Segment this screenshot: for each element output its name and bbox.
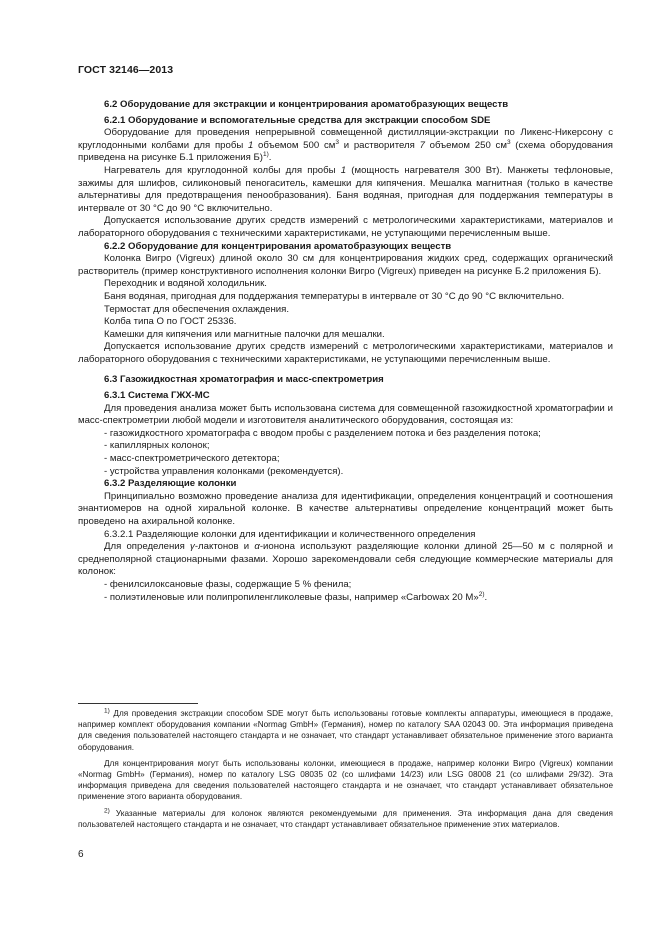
paragraph-p2: 6.2.1 Оборудование и вспомогательные средства для экстракции способом SDE — [104, 114, 491, 126]
paragraph-p7: Колонка Вигро (Vigreux) длиной около 30 см для концентрирования жидких сред, содержащих органический растворитель (пример конструктивного исполнения колонки Вигро (Vigreux) приведен на рисунке Б.2 приложения Б). — [78, 253, 613, 277]
paragraph-p14: 6.3 Газожидкостная хроматография и масс-спектрометрия — [104, 374, 384, 386]
paragraph-p4: Нагреватель для круглодонной колбы для пробы 1 (мощность нагревателя 300 Вт). Манжеты тефлоновые, зажимы для шлифов, силиконовый пеногаситель, камешки для кипячения. Мешалка магнитная (только в качестве альтернативы для предотвращения пенообразования). Баня водяная, пригодная для поддержания температуры в интервале от 30 °С до 90 °С включительно. — [78, 164, 613, 214]
paragraph-p22: Принципиально возможно проведение анализа для идентификации, определения концентраций и соотношения энантиомеров на одной хиральной колонке. В качестве альтернативы определение концентраций может быть проведено на ахиральной колонке. — [78, 490, 613, 527]
paragraph-p3: Оборудование для проведения непрерывной совмещенной дистилляции-экстракции по Ликенс-Никерсону с круглодонными колбами для пробы 1 объемом 500 $см^3$ и растворителя 7 объемом 250 $см^3$ (схема оборудования приведена на рисунке Б.1 приложения Б)$^{1)}$. — [78, 127, 613, 164]
page-number: 6 — [78, 849, 84, 860]
footnote-f1: $^{1)}$ Для проведения экстракции способом SDE могут быть использованы готовые комплекты аппаратуры, имеющиеся в продаже, например комплект оборудования компании «Normag GmbH» (Германия), номер по каталогу SAA 02043 00. Эта информация приведена для сведения пользователей настоящего стандарта и не означает, что стандарт устанавливает обязательное применение этого варианта оборудования. — [78, 707, 613, 752]
document-header: ГОСТ 32146—2013 — [78, 64, 174, 76]
paragraph-p17: - газожидкостного хроматографа с вводом пробы с разделением потока и без разделения потока; — [104, 427, 541, 439]
paragraph-p20: - устройства управления колонками (рекомендуется). — [104, 465, 344, 477]
paragraph-p21: 6.3.2 Разделяющие колонки — [104, 478, 237, 490]
paragraph-p25: - фенилсилоксановые фазы, содержащие 5 % фенила; — [104, 578, 352, 590]
footnote-f3: $^{2)}$ Указанные материалы для колонок являются рекомендуемыми для применения. Эта информация дана для сведения пользователей настоящего стандарта и не означает, что стандарт устанавливает обязательное применение этих материалов. — [78, 806, 613, 829]
paragraph-p13: Допускается использование других средств измерений с метрологическими характеристиками, материалов и лабораторного оборудования с техническими характеристиками, не уступающими перечисленным выше. — [78, 341, 613, 365]
paragraph-p9: Баня водяная, пригодная для поддержания температуры в интервале от 30 °С до 90 °С включительно. — [104, 290, 565, 302]
paragraph-p16: Для проведения анализа может быть использована система для совмещенной газожидкостной хроматографии и масс-спектрометрии любой модели и изготовителя аналитического оборудования, состоящая из: — [78, 402, 613, 427]
paragraph-p1: 6.2 Оборудование для экстракции и концентрирования ароматобразующих веществ — [104, 99, 509, 110]
paragraph-p19: - масс-спектрометрического детектора; — [104, 453, 280, 465]
paragraph-p12: Камешки для кипячения или магнитные палочки для мешалки. — [104, 328, 385, 340]
paragraph-p8: Переходник и водяной холодильник. — [104, 278, 267, 290]
paragraph-p6: 6.2.2 Оборудование для концентрирования ароматобразующих веществ — [104, 240, 452, 252]
paragraph-p23: 6.3.2.1 Разделяющие колонки для идентификации и количественного определения — [104, 528, 476, 540]
paragraph-p10: Термостат для обеспечения охлаждения. — [104, 303, 289, 315]
paragraph-p24: Для определения γ-лактонов и α-ионона используют разделяющие колонки длиной 25—50 м с полярной и среднеполярной стационарными фазами. Хорошо зарекомендовали себя следующие коммерческие материалы для колонок: — [78, 541, 613, 578]
paragraph-p18: - капиллярных колонок; — [104, 440, 210, 452]
paragraph-p5: Допускается использование других средств измерений с метрологическими характеристиками, материалов и лабораторного оборудования с техническими характеристиками, не уступающими перечисленным выше. — [78, 215, 613, 239]
document-body — [78, 94, 613, 604]
paragraph-p11: Колба типа О по ГОСТ 25336. — [104, 316, 237, 328]
paragraph-p26: - полиэтиленовые или полипропиленгликолевые фазы, например «Carbowax 20 M»$^{2)}$. — [104, 590, 488, 603]
footnotes — [78, 708, 613, 835]
footnote-f2: Для концентрирования могут быть использованы колонки, имеющиеся в продаже, например колонки Вигро (Vigreux) компании «Normag GmbH» (Германия), номер по каталогу LSG 08035 02 (со шлифами 14/23) или LSG 08008 21 (со шлифами 29/32). Эта информация приведена для сведения пользователей настоящего стандарта и не означает, что стандарт устанавливает обязательное применение этого варианта оборудования. — [78, 758, 613, 802]
paragraph-p15: 6.3.1 Система ГЖХ-МС — [104, 390, 210, 402]
footnote-divider — [78, 703, 198, 704]
